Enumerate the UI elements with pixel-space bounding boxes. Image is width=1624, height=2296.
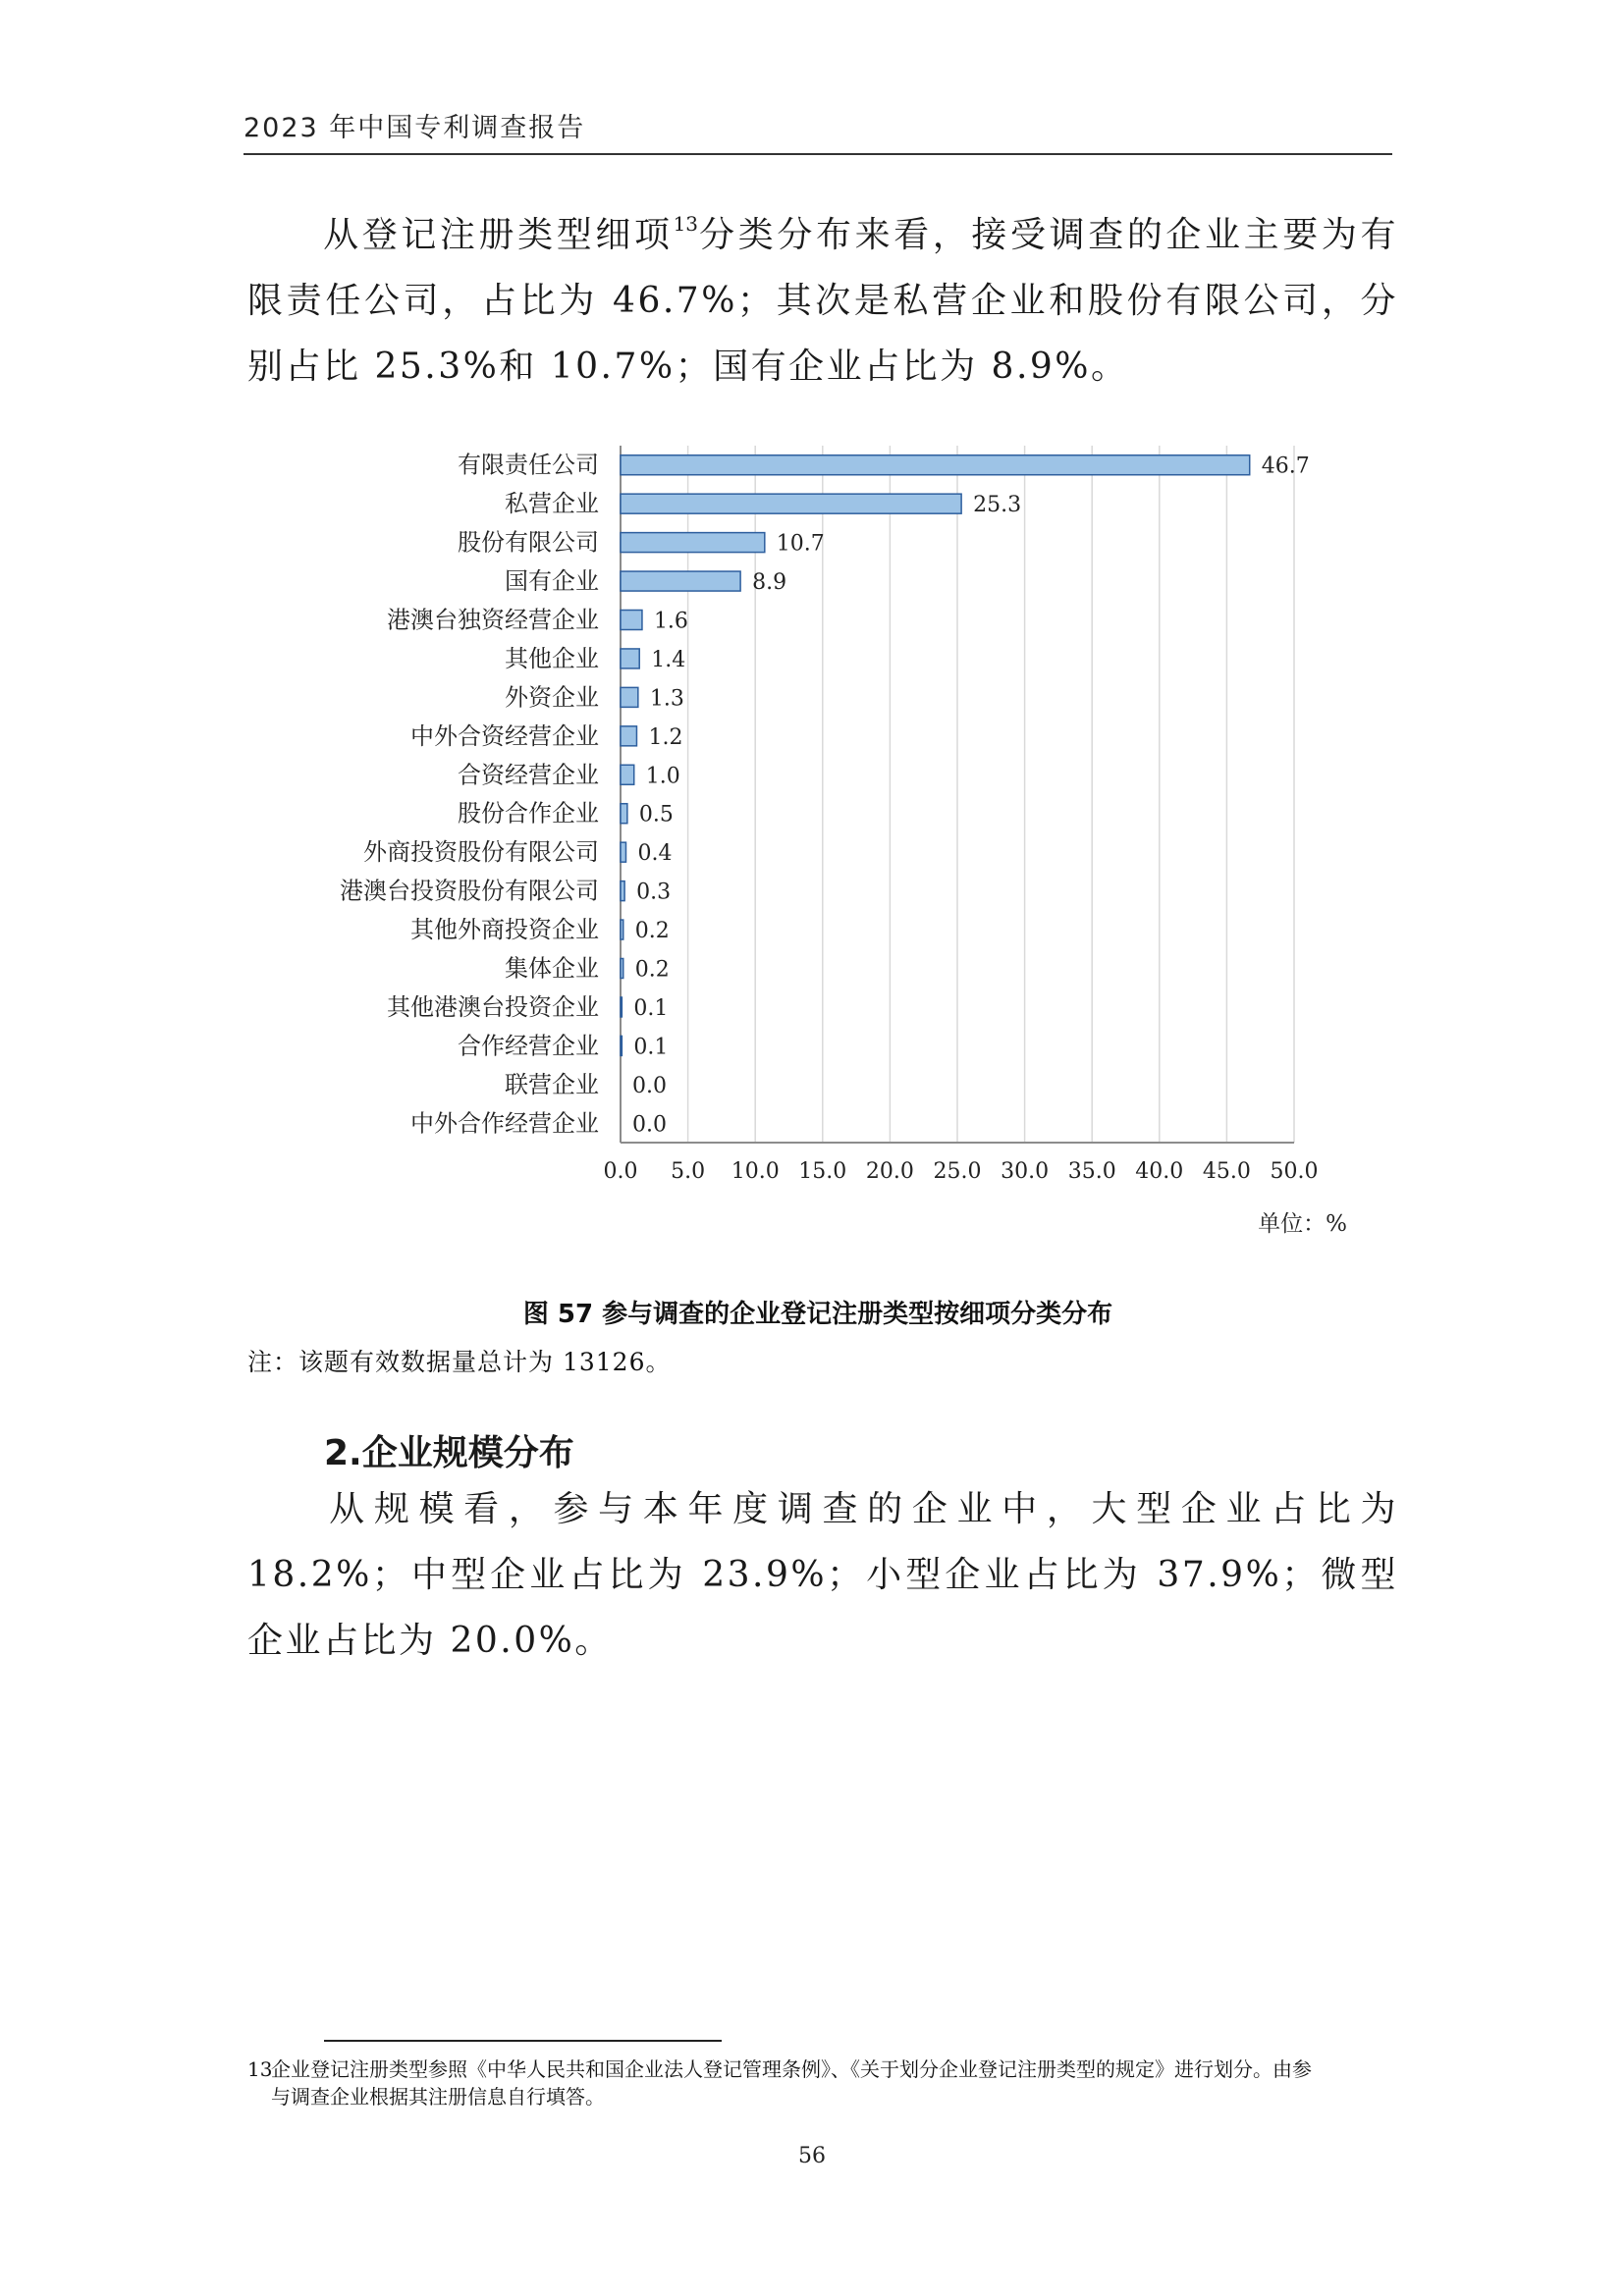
category-label: 有限责任公司	[458, 451, 599, 479]
x-tick-label: 45.0	[1202, 1159, 1251, 1184]
data-label: 1.6	[653, 609, 688, 634]
section-heading: 2.企业规模分布	[324, 1433, 574, 1473]
data-label: 25.3	[973, 493, 1022, 518]
data-label: 0.2	[634, 957, 670, 983]
category-label: 国有企业	[505, 567, 599, 596]
category-label: 外商投资股份有限公司	[363, 838, 599, 867]
bar	[621, 842, 625, 862]
x-tick-label: 10.0	[731, 1159, 780, 1184]
footnote	[247, 2056, 1398, 2110]
data-label: 1.3	[649, 686, 684, 712]
footnote-number: 13	[247, 2057, 273, 2081]
data-label: 1.0	[645, 764, 680, 789]
paragraph1-text-b: 分类分布来看，接受调查的企业主要为有限责任公司，占比为 46.7%；其次是私营企业和股份有限公司，分别占比 25.3%和 10.7%；国有企业占比为 8.9%。	[247, 215, 1398, 387]
category-label: 港澳台独资经营企业	[387, 606, 599, 634]
bar	[621, 804, 627, 824]
category-label: 港澳台投资股份有限公司	[340, 877, 599, 905]
footnote-line2: 与调查企业根据其注册信息自行填答。	[271, 2085, 605, 2109]
category-label: 中外合作经营企业	[410, 1109, 599, 1138]
bar	[621, 881, 624, 901]
category-label: 私营企业	[505, 490, 599, 518]
paragraph-registration-types	[247, 202, 1398, 400]
header-rule	[244, 153, 1392, 155]
category-label: 其他企业	[505, 644, 599, 672]
chart-svg	[295, 432, 1375, 1237]
x-tick-label: 5.0	[671, 1159, 706, 1184]
bar	[621, 533, 765, 553]
page-number: 56	[798, 2144, 826, 2168]
x-tick-label: 0.0	[603, 1159, 638, 1184]
category-label: 联营企业	[505, 1070, 599, 1098]
bar	[621, 649, 639, 668]
figure-caption: 图 57 参与调查的企业登记注册类型按细项分类分布	[522, 1300, 1113, 1329]
bar	[621, 997, 622, 1017]
x-tick-label: 20.0	[865, 1159, 914, 1184]
registration-type-bar-chart	[295, 432, 1375, 1237]
bar	[621, 687, 638, 707]
bar	[621, 765, 634, 784]
paragraph2-text: 从规模看，参与本年度调查的企业中，大型企业占比为 18.2%；中型企业占比为 23.9%；小型企业占比为 37.9%；微型企业占比为 20.0%。	[247, 1489, 1398, 1661]
data-label: 10.7	[776, 531, 825, 557]
paragraph1-text-a: 从登记注册类型细项	[322, 215, 674, 255]
x-tick-label: 15.0	[798, 1159, 847, 1184]
bar	[621, 455, 1250, 475]
category-label: 集体企业	[505, 954, 599, 983]
x-tick-label: 35.0	[1067, 1159, 1116, 1184]
data-label: 0.3	[636, 880, 672, 905]
category-label: 股份合作企业	[458, 799, 599, 828]
footnote-reference[interactable]: 13	[673, 212, 699, 236]
bar	[621, 494, 961, 513]
data-label: 0.2	[634, 919, 670, 944]
data-label: 0.5	[638, 802, 674, 828]
data-label: 0.0	[632, 1073, 667, 1098]
x-tick-label: 40.0	[1135, 1159, 1184, 1184]
data-label: 1.2	[648, 724, 683, 750]
figure-note: 注：该题有效数据量总计为 13126。	[247, 1348, 672, 1376]
x-tick-label: 30.0	[1001, 1159, 1050, 1184]
data-label: 8.9	[752, 570, 787, 596]
running-header: 2023 年中国专利调查报告	[244, 113, 586, 143]
category-label: 外资企业	[505, 683, 599, 712]
data-label: 0.1	[633, 995, 669, 1021]
data-label: 0.4	[637, 841, 673, 867]
x-tick-label: 25.0	[933, 1159, 982, 1184]
category-label: 中外合资经营企业	[410, 721, 599, 750]
bar	[621, 571, 740, 591]
category-label: 其他外商投资企业	[410, 916, 599, 944]
data-label: 0.0	[632, 1112, 667, 1138]
bar	[621, 959, 623, 979]
bar	[621, 1036, 622, 1055]
paragraph-enterprise-scale	[247, 1476, 1398, 1674]
data-label: 0.1	[633, 1035, 669, 1060]
category-label: 合作经营企业	[458, 1032, 599, 1060]
data-label: 46.7	[1261, 454, 1310, 479]
bar	[621, 920, 623, 939]
x-tick-label: 50.0	[1270, 1159, 1319, 1184]
bar	[621, 611, 642, 630]
category-label: 合资经营企业	[458, 761, 599, 789]
bar	[621, 726, 636, 746]
data-label: 1.4	[651, 647, 686, 672]
category-label: 股份有限公司	[458, 528, 599, 557]
unit-label: 单位：%	[1258, 1211, 1347, 1237]
footnote-line1: 企业登记注册类型参照《中华人民共和国企业法人登记管理条例》、《关于划分企业登记注册类型的规定》进行划分。由参	[271, 2057, 1312, 2081]
category-label: 其他港澳台投资企业	[387, 992, 599, 1021]
footnote-rule	[324, 2040, 722, 2042]
